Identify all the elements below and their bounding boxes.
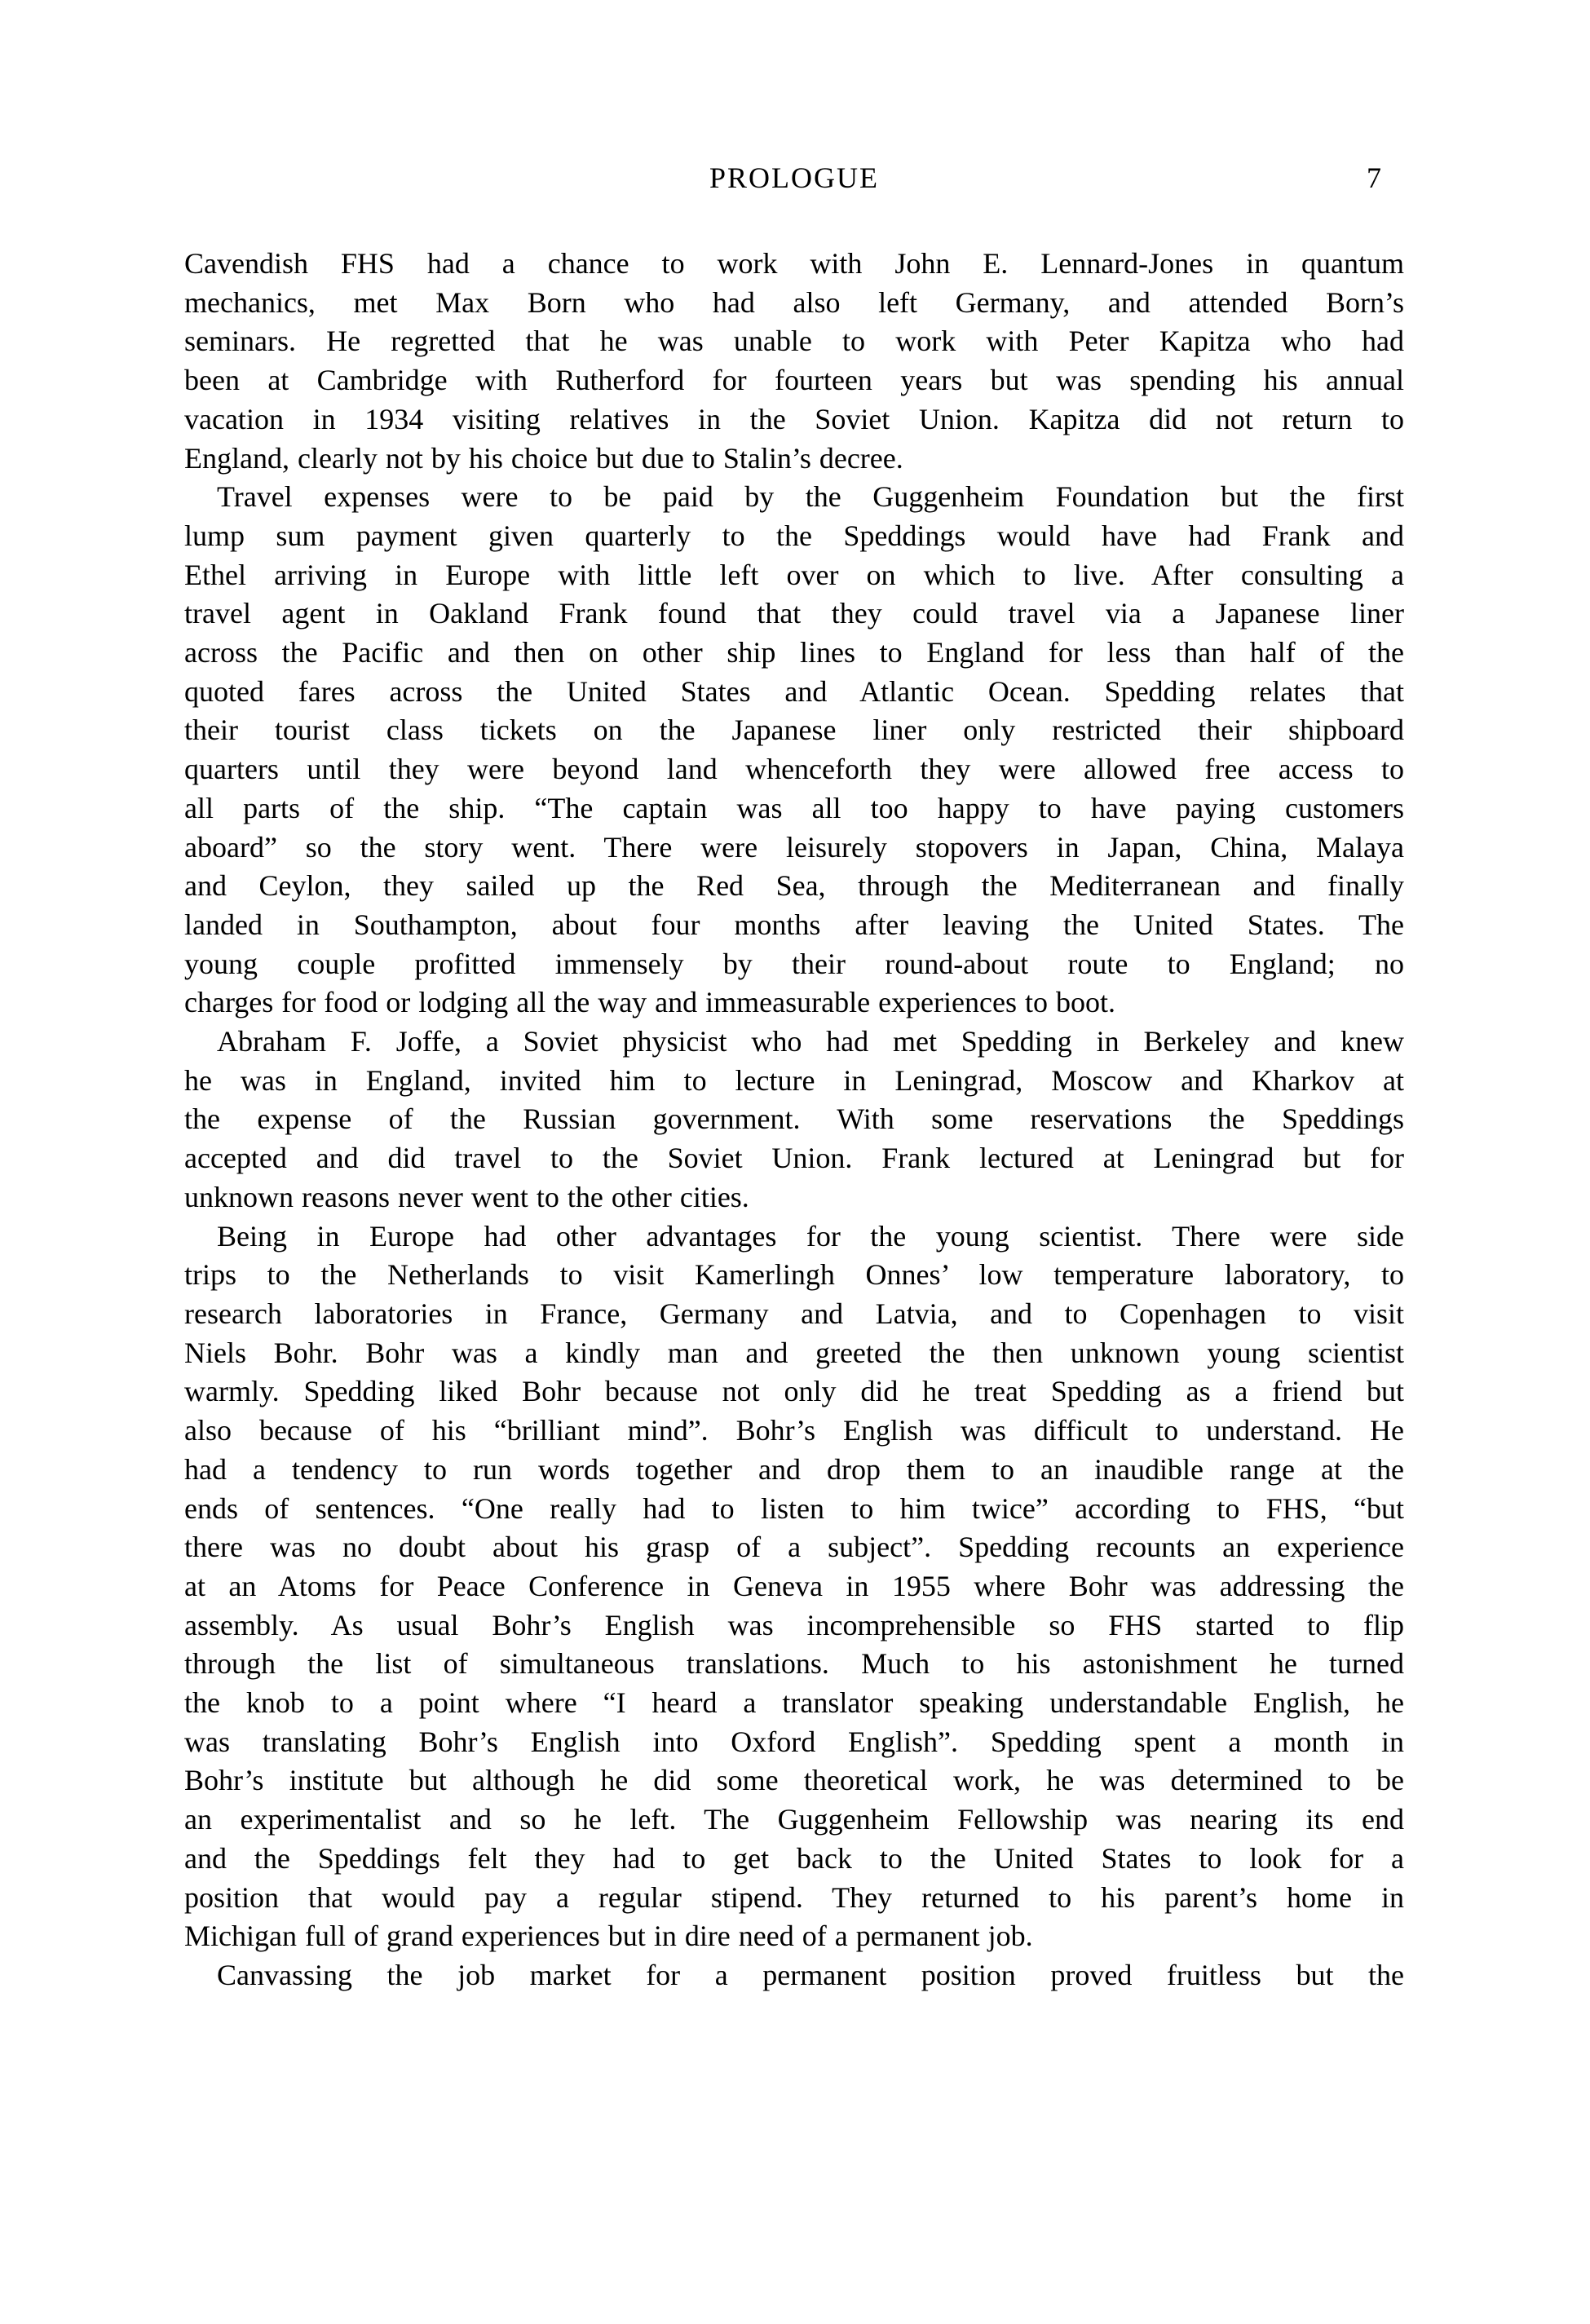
text-line: quoted fares across the United States and Atlantic Ocean. Spedding relates that: [184, 674, 1404, 708]
text-line: accepted and did travel to the Soviet Union. Frank lectured at Leningrad but for: [184, 1142, 1404, 1175]
text-line: Canvassing the job market for a permanent position proved fruitless but the: [217, 1958, 1404, 1991]
text-line: warmly. Spedding liked Bohr because not only did he treat Spedding as a friend but: [184, 1375, 1404, 1408]
text-line: the knob to a point where “I heard a translator speaking understandable English, he: [184, 1686, 1404, 1720]
page-title: PROLOGUE: [709, 161, 879, 194]
text-line: quarters until they were beyond land whenceforth they were allowed free access to: [184, 753, 1404, 786]
running-header: [184, 160, 1404, 199]
page-body: [184, 245, 1404, 1995]
text-line: trips to the Netherlands to visit Kamerlingh Onnes’ low temperature laboratory, to: [184, 1258, 1404, 1292]
text-line: research laboratories in France, Germany and Latvia, and to Copenhagen to visit: [184, 1297, 1404, 1330]
paragraph: [184, 1217, 1404, 1956]
text-line: Cavendish FHS had a chance to work with John E. Lennard-Jones in quantum: [184, 247, 1404, 280]
text-line: and Ceylon, they sailed up the Red Sea, through the Mediterranean and finally: [184, 869, 1404, 903]
text-line: at an Atoms for Peace Conference in Geneva in 1955 where Bohr was addressing the: [184, 1569, 1404, 1602]
text-line: the expense of the Russian government. With some reservations the Speddings: [184, 1102, 1404, 1136]
text-line: young couple profitted immensely by their round-about route to England; no: [184, 947, 1404, 980]
paragraph: [184, 245, 1404, 478]
text-line: Niels Bohr. Bohr was a kindly man and greeted the then unknown young scientist: [184, 1336, 1404, 1369]
text-line: across the Pacific and then on other ship lines to England for less than half of the: [184, 636, 1404, 669]
text-line: travel agent in Oakland Frank found that they could travel via a Japanese liner: [184, 597, 1404, 630]
text-line: had a tendency to run words together and drop them to an inaudible range at the: [184, 1452, 1404, 1486]
text-line: also because of his “brilliant mind”. Bohr’s English was difficult to understand. He: [184, 1414, 1404, 1447]
text-line: been at Cambridge with Rutherford for fourteen years but was spending his annual: [184, 364, 1404, 397]
text-line: England, clearly not by his choice but due to Stalin’s decree.: [184, 441, 903, 475]
text-line: landed in Southampton, about four months after leaving the United States. The: [184, 908, 1404, 941]
text-line: Ethel arriving in Europe with little left over on which to live. After consulting a: [184, 558, 1404, 591]
text-line: their tourist class tickets on the Japanese liner only restricted their shipboard: [184, 714, 1404, 747]
text-line: he was in England, invited him to lecture in Leningrad, Moscow and Kharkov at: [184, 1063, 1404, 1097]
paragraph: [184, 478, 1404, 1023]
page-number: 7: [1367, 161, 1381, 194]
text-line: there was no doubt about his grasp of a subject”. Spedding recounts an experience: [184, 1531, 1404, 1564]
text-line: ends of sentences. “One really had to listen to him twice” according to FHS, “but: [184, 1491, 1404, 1525]
text-line: assembly. As usual Bohr’s English was incomprehensible so FHS started to flip: [184, 1608, 1404, 1641]
text-line: Abraham F. Joffe, a Soviet physicist who had met Spedding in Berkeley and knew: [217, 1025, 1404, 1058]
text-line: all parts of the ship. “The captain was all too happy to have paying customers: [184, 791, 1404, 824]
text-line: unknown reasons never went to the other cities.: [184, 1180, 749, 1213]
text-line: vacation in 1934 visiting relatives in the Soviet Union. Kapitza did not return to: [184, 402, 1404, 435]
text-line: charges for food or lodging all the way and immeasurable experiences to boot.: [184, 986, 1115, 1019]
text-line: mechanics, met Max Born who had also left Germany, and attended Born’s: [184, 285, 1404, 319]
paragraph: [184, 1956, 1404, 1995]
paragraph: [184, 1023, 1404, 1217]
text-line: position that would pay a regular stipend. They returned to his parent’s home in: [184, 1880, 1404, 1914]
text-line: Travel expenses were to be paid by the Guggenheim Foundation but the first: [217, 480, 1404, 514]
text-line: aboard” so the story went. There were leisurely stopovers in Japan, China, Malaya: [184, 830, 1404, 864]
text-line: seminars. He regretted that he was unable to work with Peter Kapitza who had: [184, 325, 1404, 358]
text-line: was translating Bohr’s English into Oxford English”. Spedding spent a month in: [184, 1725, 1404, 1758]
text-line: Michigan full of grand experiences but in dire need of a permanent job.: [184, 1920, 1033, 1953]
text-line: Being in Europe had other advantages for the young scientist. There were side: [217, 1219, 1404, 1253]
text-line: lump sum payment given quarterly to the Speddings would have had Frank and: [184, 519, 1404, 552]
text-line: an experimentalist and so he left. The Guggenheim Fellowship was nearing its end: [184, 1803, 1404, 1836]
text-line: Bohr’s institute but although he did some theoretical work, he was determined to be: [184, 1764, 1404, 1797]
text-line: through the list of simultaneous translations. Much to his astonishment he turned: [184, 1647, 1404, 1681]
text-line: and the Speddings felt they had to get back to the United States to look for a: [184, 1841, 1404, 1875]
